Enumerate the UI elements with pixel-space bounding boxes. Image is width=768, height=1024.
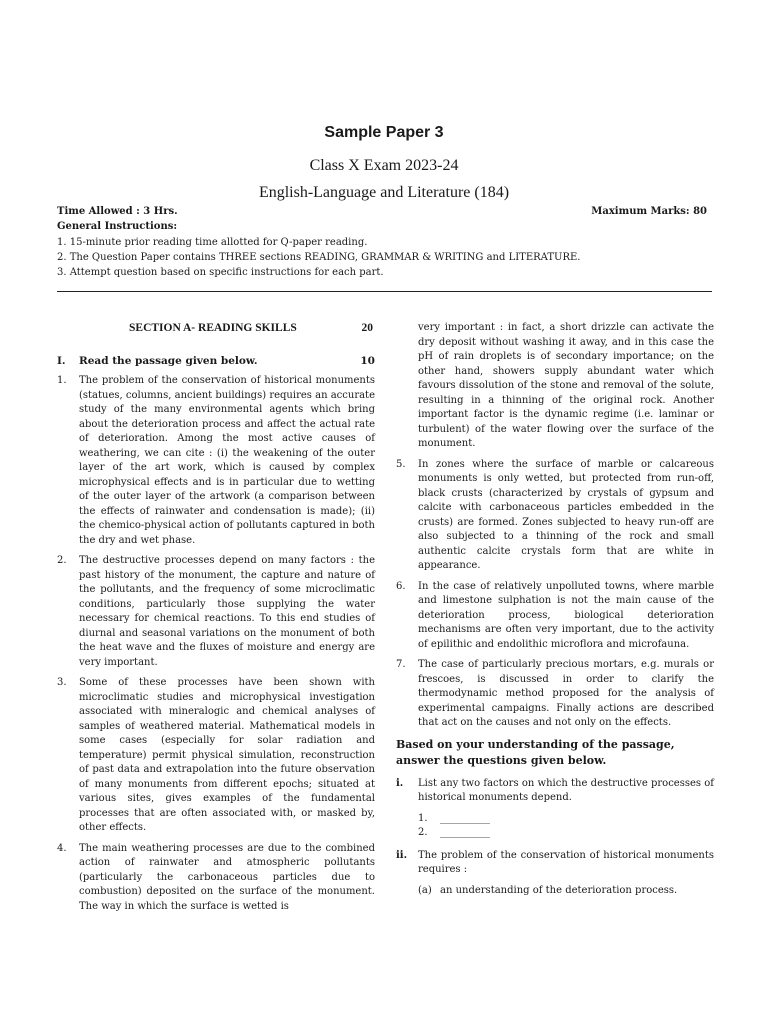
instruction-3: 3. Attempt question based on specific instructions for each part. — [57, 267, 384, 278]
question-i-number: i. — [396, 777, 404, 789]
blank-line: __________ — [440, 812, 490, 824]
question-i — [396, 777, 714, 806]
passage-paragraph-3 — [57, 676, 375, 836]
paragraph-text: The problem of the conservation of historical monuments (statues, columns, ancient buildings) requires an accurate study of the many environmental agents which bring about the deterioration process and affect the actual rate of deterioration. Among the most active causes of weathering, we can cite : (i) the weakening of the outer layer of the art work, which is caused by complex microphysical effects and is in particular due to wetting of the outer layer of the artwork (a comparison between the effects of rainwater and condensation is made); (ii) the chemico-physical action of pollutants captured in both the dry and wet phase. — [79, 375, 375, 546]
general-instructions-label: General Instructions: — [57, 221, 178, 232]
paragraph-text: The case of particularly precious mortars, e.g. murals or frescoes, is discussed in order to clarify the thermodynamic method proposed for the analysis of experimental campaigns. Finally actions are described that act on the causes and not only on the effects. — [418, 659, 714, 728]
exam-title: Class X Exam 2023-24 — [309, 157, 459, 174]
answer-blank-1 — [396, 812, 714, 827]
instruction-1: 1. 15-minute prior reading time allotted for Q-paper reading. — [57, 237, 368, 248]
section-title: SECTION A- READING SKILLS — [129, 322, 297, 334]
time-allowed: Time Allowed : 3 Hrs. — [57, 206, 178, 217]
question-marks: 10 — [360, 354, 375, 367]
passage-paragraph-5 — [396, 458, 714, 574]
paragraph-number: 6. — [396, 580, 406, 592]
paragraph-text: In zones where the surface of marble or calcareous monuments is only wetted, but protected from run-off, black crusts (characterized by crystals of gypsum and calcite with carbonaceous particles embedded in the crusts) are formed. Zones subjected to heavy run-off are also subjected to a thinning of the rock and small authentic calcite crystals form that are white in appearance. — [418, 458, 714, 571]
paragraph-text: Some of these processes have been shown with microclimatic studies and microphysical investigation associated with mineralogic and chemical analyses of samples of weathered material. Mathematical models in some cases (especially for solar radiation and temperature) permit physical simulation, reconstruction of past data and extrapolation into the future observation of many monuments from different epochs; situated at various sites, gives examples of the fundamental processes that are often associated with, or masked by, other effects. — [79, 677, 375, 833]
question-ii-number: ii. — [396, 849, 408, 861]
passage-paragraph-1 — [57, 374, 375, 548]
option-text: an understanding of the deterioration process. — [440, 884, 678, 896]
maximum-marks: Maximum Marks: 80 — [591, 206, 707, 217]
paragraph-text: very important : in fact, a short drizzle can activate the dry deposit without washing it away, and in this case the pH of rain droplets is of secondary importance; on the other hand, showers supply abundant water which favours dissolution of the stone and removal of the solute, resulting in a thinning of the original rock. Another important factor is the dynamic regime (i.e. laminar or turbulent) of the water flowing over the surface of the monument. — [418, 322, 714, 449]
question-label: Read the passage given below. — [79, 354, 258, 367]
question-i-text: List any two factors on which the destructive processes of historical monuments depend. — [418, 777, 714, 803]
blank-number: 1. — [418, 812, 428, 824]
passage-paragraph-4-continued — [396, 321, 714, 452]
section-marks: 20 — [361, 322, 373, 334]
passage-paragraph-4 — [57, 842, 375, 915]
paragraph-text: The main weathering processes are due to the combined action of rainwater and atmospheric pollutants (particularly the carbonaceous particles due to combustion) deposited on the surface of the monument. The way in which the surface is wetted is — [79, 842, 375, 912]
header-divider — [57, 291, 712, 292]
paragraph-number: 1. — [57, 375, 67, 386]
paper-title: Sample Paper 3 — [324, 124, 444, 141]
question-number: I. — [57, 354, 66, 367]
answer-blank-2 — [396, 826, 714, 841]
questions-intro: Based on your understanding of the passage, answer the questions given below. — [396, 737, 675, 767]
question-ii — [396, 849, 714, 878]
paragraph-text: The destructive processes depend on many factors : the past history of the monument, the capture and nature of the pollutants, and the frequency of some microclimatic conditions, particularly those supplying the water necessary for chemical reactions. To this end studies of diurnal and seasonal variations on the monument of both the heat wave and the fluxes of moisture and energy are very important. — [79, 555, 375, 668]
question-ii-option-a — [396, 884, 714, 899]
paragraph-number: 5. — [396, 458, 406, 470]
question-1-heading — [57, 354, 375, 369]
subject-title: English-Language and Literature (184) — [258, 184, 510, 201]
paragraph-text: In the case of relatively unpolluted towns, where marble and limestone sulphation is not the main cause of the deterioration process, biological deterioration mechanisms are often very important, due to the activity of epilithic and endolithic microflora and microfauna. — [418, 580, 714, 650]
paragraph-number — [396, 321, 418, 452]
left-column — [57, 321, 375, 920]
blank-number: 2. — [418, 827, 428, 838]
right-column — [396, 321, 714, 898]
passage-paragraph-6 — [396, 580, 714, 653]
paragraph-number: 7. — [396, 659, 406, 670]
question-ii-text: The problem of the conservation of historical monuments requires : — [418, 849, 714, 875]
option-label: (a) — [418, 884, 432, 896]
passage-paragraph-2 — [57, 554, 375, 670]
paragraph-number: 2. — [57, 555, 67, 566]
section-heading — [57, 321, 375, 336]
blank-line: __________ — [440, 827, 490, 838]
passage-paragraph-7 — [396, 658, 714, 731]
paragraph-number: 4. — [57, 842, 67, 854]
paragraph-number: 3. — [57, 677, 67, 688]
instruction-2: 2. The Question Paper contains THREE sections READING, GRAMMAR & WRITING and LITERATURE. — [57, 252, 581, 263]
